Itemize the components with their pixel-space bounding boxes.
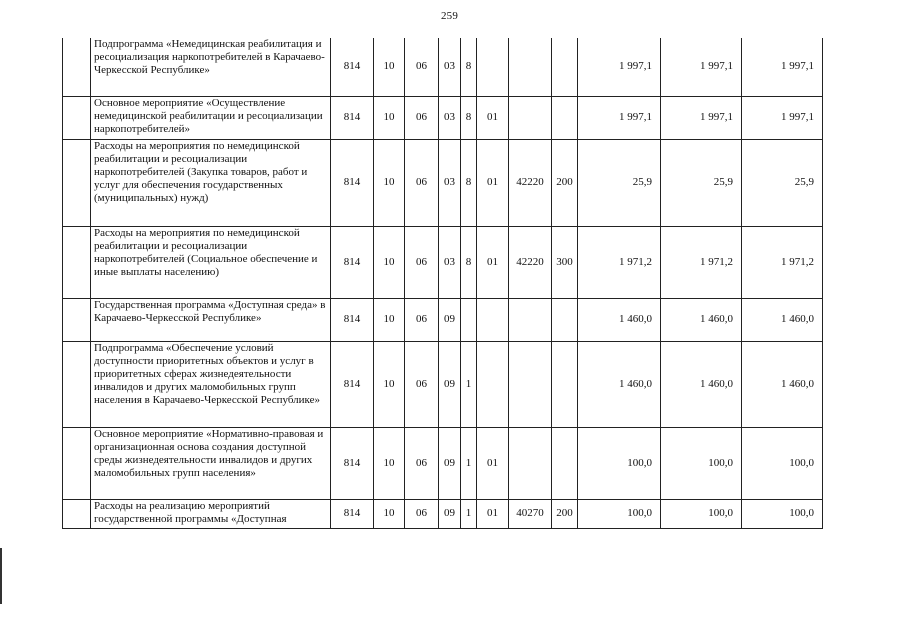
budget-table <box>62 38 823 529</box>
cell-sub: 8 <box>461 139 477 226</box>
cell-dir: 42220 <box>509 226 552 298</box>
cell-sub: 1 <box>461 341 477 427</box>
cell-vr <box>552 38 578 96</box>
cell-vr <box>552 96 578 139</box>
cell-sum-3: 1 460,0 <box>742 298 823 341</box>
row-indent-cell <box>63 298 91 341</box>
cell-sum-2: 100,0 <box>661 427 742 499</box>
row-name: Основное мероприятие «Нормативно-правовая и организационная основа создания доступной среды жизнедеятельности инвалидов и других маломобильных групп населения» <box>91 427 331 499</box>
cell-ved: 814 <box>331 96 374 139</box>
cell-dir <box>509 298 552 341</box>
cell-sum-2: 1 997,1 <box>661 38 742 96</box>
cell-vr: 300 <box>552 226 578 298</box>
cell-sum-2: 1 460,0 <box>661 298 742 341</box>
row-indent-cell <box>63 139 91 226</box>
cell-ved: 814 <box>331 226 374 298</box>
cell-rz: 10 <box>374 38 405 96</box>
cell-sum-1: 1 971,2 <box>578 226 661 298</box>
cell-pr: 06 <box>405 226 439 298</box>
cell-vr <box>552 427 578 499</box>
cell-sum-1: 25,9 <box>578 139 661 226</box>
row-name: Расходы на мероприятия по немедицинской реабилитации и ресоциализации наркопотребителей (Закупка товаров, работ и услуг для обеспечения государственных (муниципальных) нужд) <box>91 139 331 226</box>
cell-ved: 814 <box>331 38 374 96</box>
row-indent-cell <box>63 499 91 528</box>
row-name: Расходы на мероприятия по немедицинской реабилитации и ресоциализации наркопотребителей (Социальное обеспечение и иные выплаты населению) <box>91 226 331 298</box>
cell-sum-1: 1 997,1 <box>578 38 661 96</box>
cell-rz: 10 <box>374 341 405 427</box>
row-name: Подпрограмма «Обеспечение условий доступности приоритетных объектов и услуг в приоритетных сферах жизнедеятельности инвалидов и других маломобильных групп населения в Карачаево-Черкесской Республике» <box>91 341 331 427</box>
cell-dir: 42220 <box>509 139 552 226</box>
cell-rz: 10 <box>374 499 405 528</box>
cell-sub: 8 <box>461 38 477 96</box>
page-number: 259 <box>440 10 459 22</box>
cell-pr: 06 <box>405 38 439 96</box>
cell-prog: 03 <box>439 139 461 226</box>
cell-sum-2: 1 460,0 <box>661 341 742 427</box>
cell-sum-3: 1 460,0 <box>742 341 823 427</box>
cell-pr: 06 <box>405 96 439 139</box>
table-row <box>63 298 823 341</box>
cell-sub: 1 <box>461 427 477 499</box>
cell-sub: 8 <box>461 96 477 139</box>
cell-sum-3: 1 971,2 <box>742 226 823 298</box>
cell-pr: 06 <box>405 499 439 528</box>
cell-sum-2: 1 997,1 <box>661 96 742 139</box>
cell-dir <box>509 341 552 427</box>
table-row <box>63 38 823 96</box>
cell-sum-3: 25,9 <box>742 139 823 226</box>
table-row <box>63 499 823 528</box>
table-row <box>63 96 823 139</box>
cell-prog: 03 <box>439 226 461 298</box>
cell-rz: 10 <box>374 298 405 341</box>
cell-ved: 814 <box>331 499 374 528</box>
cell-sub: 1 <box>461 499 477 528</box>
table-row <box>63 341 823 427</box>
cell-dir <box>509 96 552 139</box>
cell-prog: 03 <box>439 96 461 139</box>
cell-vr: 200 <box>552 499 578 528</box>
row-name: Государственная программа «Доступная среда» в Карачаево-Черкесской Республике» <box>91 298 331 341</box>
cell-sub: 8 <box>461 226 477 298</box>
cell-ved: 814 <box>331 139 374 226</box>
cell-osn: 01 <box>477 499 509 528</box>
cell-sum-3: 1 997,1 <box>742 38 823 96</box>
cell-dir: 40270 <box>509 499 552 528</box>
cell-sum-1: 1 460,0 <box>578 298 661 341</box>
cell-rz: 10 <box>374 96 405 139</box>
table-row <box>63 427 823 499</box>
cell-osn <box>477 298 509 341</box>
cell-sum-1: 1 460,0 <box>578 341 661 427</box>
cell-sum-2: 100,0 <box>661 499 742 528</box>
table-body <box>63 38 823 528</box>
row-name: Подпрограмма «Немедицинская реабилитация и ресоциализация наркопотребителей в Карачаево-Черкесской Республике» <box>91 38 331 96</box>
cell-ved: 814 <box>331 427 374 499</box>
cell-osn: 01 <box>477 226 509 298</box>
row-indent-cell <box>63 226 91 298</box>
cell-ved: 814 <box>331 298 374 341</box>
cell-vr <box>552 341 578 427</box>
cell-rz: 10 <box>374 226 405 298</box>
cell-sum-2: 1 971,2 <box>661 226 742 298</box>
table-row <box>63 226 823 298</box>
cell-sum-2: 25,9 <box>661 139 742 226</box>
cell-sum-3: 1 997,1 <box>742 96 823 139</box>
row-indent-cell <box>63 341 91 427</box>
cell-dir <box>509 427 552 499</box>
cell-prog: 09 <box>439 427 461 499</box>
cell-osn: 01 <box>477 427 509 499</box>
cell-pr: 06 <box>405 139 439 226</box>
cell-osn <box>477 38 509 96</box>
cell-rz: 10 <box>374 139 405 226</box>
cell-ved: 814 <box>331 341 374 427</box>
cell-vr: 200 <box>552 139 578 226</box>
cell-osn <box>477 341 509 427</box>
cell-prog: 09 <box>439 499 461 528</box>
cell-pr: 06 <box>405 427 439 499</box>
cell-pr: 06 <box>405 298 439 341</box>
cell-sum-1: 100,0 <box>578 499 661 528</box>
cell-rz: 10 <box>374 427 405 499</box>
row-indent-cell <box>63 427 91 499</box>
cell-dir <box>509 38 552 96</box>
row-name: Основное мероприятие «Осуществление немедицинской реабилитации и ресоциализации наркопотребителей» <box>91 96 331 139</box>
cell-osn: 01 <box>477 96 509 139</box>
row-name: Расходы на реализацию мероприятий государственной программы «Доступная <box>91 499 331 528</box>
scan-edge-mark <box>0 548 2 604</box>
cell-sum-3: 100,0 <box>742 499 823 528</box>
cell-pr: 06 <box>405 341 439 427</box>
cell-sum-3: 100,0 <box>742 427 823 499</box>
cell-prog: 03 <box>439 38 461 96</box>
cell-osn: 01 <box>477 139 509 226</box>
row-indent-cell <box>63 96 91 139</box>
cell-sum-1: 100,0 <box>578 427 661 499</box>
cell-sum-1: 1 997,1 <box>578 96 661 139</box>
cell-vr <box>552 298 578 341</box>
table-row <box>63 139 823 226</box>
cell-prog: 09 <box>439 341 461 427</box>
cell-prog: 09 <box>439 298 461 341</box>
cell-sub <box>461 298 477 341</box>
row-indent-cell <box>63 38 91 96</box>
